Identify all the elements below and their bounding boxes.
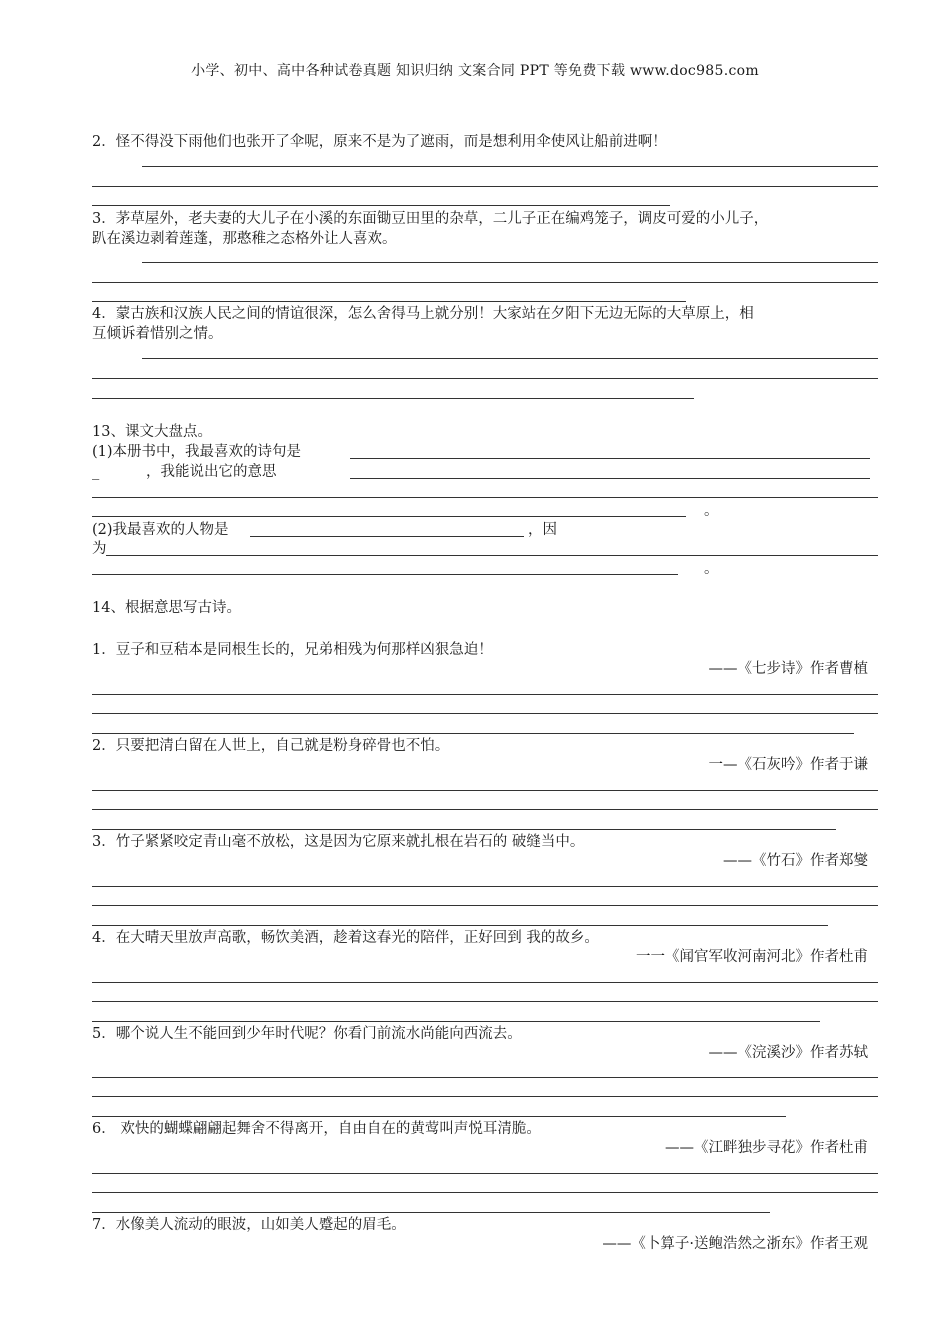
- answer-line[interactable]: [142, 358, 878, 359]
- answer-line[interactable]: [92, 398, 694, 399]
- favorite-poem-line[interactable]: [350, 458, 870, 459]
- q14-item-6-source: ——《江畔独步寻花》作者杜甫: [665, 1140, 868, 1156]
- answer-line[interactable]: [142, 262, 878, 263]
- answer-line[interactable]: [92, 282, 878, 283]
- q12-item-4-line2: 互倾诉着惜别之情。: [92, 326, 223, 342]
- answer-line[interactable]: [92, 186, 878, 187]
- q13-part1-end: 。: [704, 503, 719, 519]
- answer-line[interactable]: [92, 378, 878, 379]
- q13-title: 13、课文大盘点。: [92, 424, 212, 440]
- q14-item-2-text: 2．只要把清白留在人世上，自己就是粉身碎骨也不怕。: [92, 738, 450, 754]
- answer-line[interactable]: [92, 1192, 878, 1193]
- q12-item-4-line1: 4．蒙古族和汉族人民之间的情谊很深，怎么舍得马上就分别！大家站在夕阳下无边无际的大草原上，相: [92, 306, 754, 322]
- answer-line[interactable]: [92, 1212, 770, 1213]
- answer-line[interactable]: [92, 925, 828, 926]
- q13-part1-label: (1)本册书中，我最喜欢的诗句是: [92, 444, 302, 460]
- answer-line[interactable]: [92, 516, 686, 517]
- q14-item-2-source: 一—《石灰吟》作者于谦: [708, 757, 868, 773]
- reason-line[interactable]: [106, 555, 878, 556]
- meaning-line[interactable]: [350, 478, 870, 479]
- answer-line[interactable]: [92, 905, 878, 906]
- answer-line[interactable]: [92, 301, 686, 302]
- answer-line[interactable]: [92, 809, 878, 810]
- answer-line[interactable]: [92, 694, 878, 695]
- answer-line[interactable]: [142, 166, 878, 167]
- answer-line[interactable]: [92, 733, 854, 734]
- q14-item-6-text: 6． 欢快的蝴蝶翩翩起舞舍不得离开，自由自在的黄莺叫声悦耳清脆。: [92, 1121, 541, 1137]
- q14-item-1-text: 1．豆子和豆秸本是同根生长的，兄弟相残为何那样凶狠急迫！: [92, 642, 493, 658]
- answer-line[interactable]: [92, 1096, 878, 1097]
- answer-line[interactable]: [92, 574, 678, 575]
- answer-line[interactable]: [92, 205, 670, 206]
- q14-item-7-source: ——《卜算子·送鲍浩然之浙东》作者王观: [602, 1236, 868, 1252]
- q14-item-4-source: 一一《闻官军收河南河北》作者杜甫: [636, 949, 868, 965]
- q13-part2-because-a: ，因: [528, 522, 557, 538]
- answer-line[interactable]: [92, 829, 836, 830]
- answer-line[interactable]: [92, 982, 878, 983]
- answer-line[interactable]: [92, 1173, 878, 1174]
- q12-item-3-line2: 趴在溪边剥着莲蓬，那憨稚之态格外让人喜欢。: [92, 231, 397, 247]
- q14-item-3-text: 3．竹子紧紧咬定青山毫不放松，这是因为它原来就扎根在岩石的 破缝当中。: [92, 834, 585, 850]
- answer-line[interactable]: [92, 1021, 820, 1022]
- q12-item-2-text: 2．怪不得没下雨他们也张开了伞呢，原来不是为了遮雨，而是想利用伞使风让船前进啊！: [92, 134, 667, 150]
- favorite-character-line[interactable]: [250, 536, 524, 537]
- q14-item-1-source: ——《七步诗》作者曹植: [708, 661, 868, 677]
- q14-item-5-source: ——《浣溪沙》作者苏轼: [708, 1045, 868, 1061]
- q13-part1-dash: _: [92, 464, 100, 480]
- q14-item-4-text: 4．在大晴天里放声高歌，畅饮美酒，趁着这春光的陪伴，正好回到 我的故乡。: [92, 930, 599, 946]
- answer-line[interactable]: [92, 790, 878, 791]
- answer-line[interactable]: [92, 1001, 878, 1002]
- answer-line[interactable]: [92, 1077, 878, 1078]
- q13-part2-because-b: 为: [92, 541, 107, 557]
- answer-line[interactable]: [92, 886, 878, 887]
- answer-line[interactable]: [92, 713, 878, 714]
- q14-item-7-text: 7．水像美人流动的眼波，山如美人蹙起的眉毛。: [92, 1217, 406, 1233]
- answer-line[interactable]: [92, 1116, 786, 1117]
- q13-part2-end: 。: [704, 561, 719, 577]
- q12-item-3-line1: 3．茅草屋外，老夫妻的大儿子在小溪的东面锄豆田里的杂草，二儿子正在编鸡笼子，调皮可爱的小儿子，: [92, 211, 769, 227]
- q13-part1-meaning-label: ，我能说出它的意思: [146, 464, 277, 480]
- answer-line[interactable]: [92, 497, 878, 498]
- q14-title: 14、根据意思写古诗。: [92, 600, 241, 616]
- q14-item-5-text: 5．哪个说人生不能回到少年时代呢？你看门前流水尚能向西流去。: [92, 1026, 522, 1042]
- q13-part2-label: (2)我最喜欢的人物是: [92, 522, 229, 538]
- q14-item-3-source: ——《竹石》作者郑燮: [723, 853, 868, 869]
- page-header: 小学、初中、高中各种试卷真题 知识归纳 文案合同 PPT 等免费下载 www.doc985.com: [191, 63, 759, 79]
